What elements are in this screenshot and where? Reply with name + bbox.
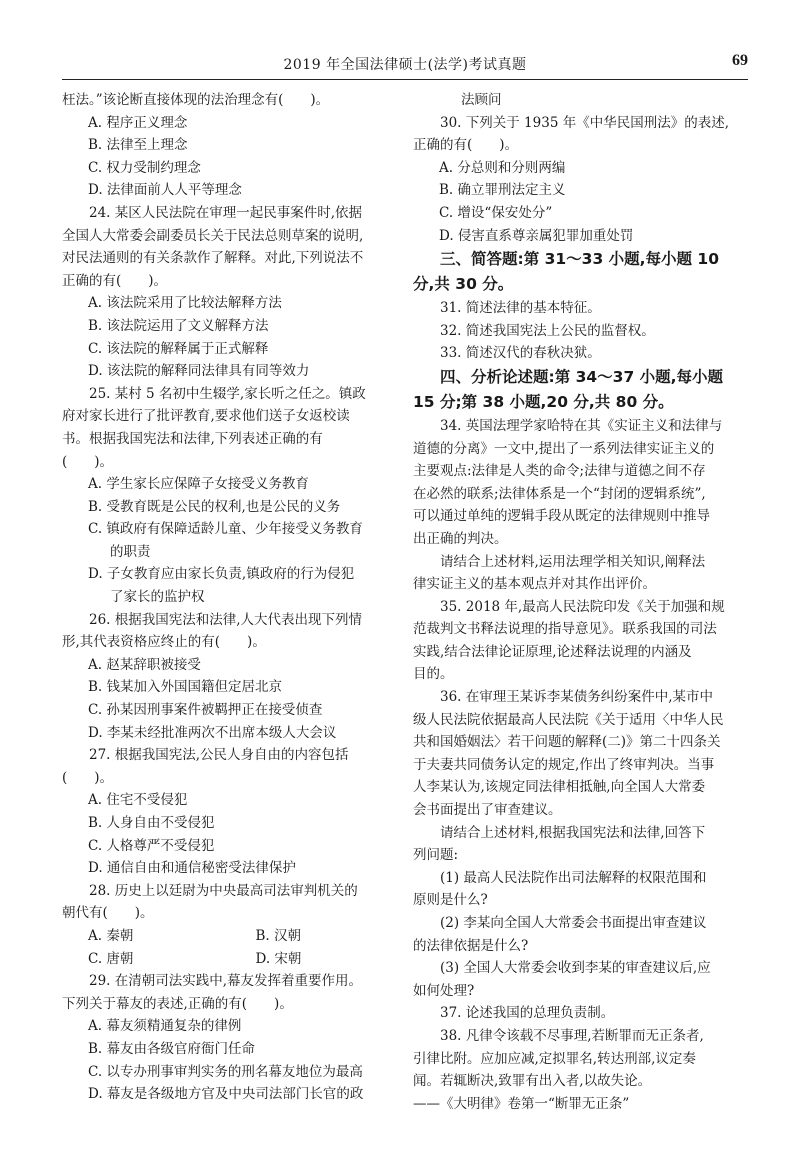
header-rule bbox=[62, 79, 748, 80]
q34-ask-line-2: 律实证主义的基本观点并对其作出评价。 bbox=[413, 576, 656, 593]
q23-tail: 枉法。”该论断直接体现的法治理念有( )。 bbox=[62, 92, 330, 108]
q36-sub-3-line-2: 如何处理? bbox=[413, 982, 475, 999]
q36-ask-line-2: 列问题: bbox=[413, 847, 459, 864]
q24-stem-line-3: 对民法通则的有关条款作了解释。对此,下列说法不 bbox=[62, 250, 364, 267]
q29-option-a: A. 幕友须精通复杂的律例 bbox=[88, 1018, 242, 1035]
q34-line-5: 可以通过单纯的逻辑手段从既定的法律规则中推导 bbox=[413, 508, 710, 525]
q25-option-b: B. 受教育既是公民的权利,也是公民的义务 bbox=[88, 498, 341, 515]
q25-stem-line-3: 书。根据我国宪法和法律,下列表述正确的有 bbox=[62, 430, 323, 447]
right-column bbox=[413, 89, 748, 1115]
section-3-heading-line-2: 分,共 30 分。 bbox=[413, 275, 514, 294]
q28-options-row-2 bbox=[62, 948, 397, 971]
q27-option-a: A. 住宅不受侵犯 bbox=[88, 792, 188, 809]
q36-sub-2-line-2: 的法律依据是什么? bbox=[413, 937, 529, 954]
q36-ask-line-1: 请结合上述材料,根据我国宪法和法律,回答下 bbox=[440, 824, 706, 841]
q34-line-3: 主要观点:法律是人类的命令;法律与道德之间不存 bbox=[413, 463, 706, 480]
q24-stem-line-4: 正确的有( )。 bbox=[62, 272, 168, 289]
running-title: 2019 年全国法律硕士(法学)考试真题 bbox=[283, 57, 527, 73]
q36-line-3: 共和国婚姻法〉若干问题的解释(二)》第二十四条关 bbox=[413, 734, 721, 751]
q29-option-c: C. 以专办刑事审判实务的刑名幕友地位为最高 bbox=[88, 1063, 363, 1080]
q27-stem-line-2: ( )。 bbox=[62, 769, 114, 786]
q38-source: ——《大明律》卷第一“断罪无正条” bbox=[413, 1095, 630, 1112]
q23-option-b: B. 法律至上理念 bbox=[88, 137, 188, 154]
section-3-heading-line-1: 三、简答题:第 31～33 小题,每小题 10 bbox=[440, 250, 719, 269]
q24-option-b: B. 该法院运用了文义解释方法 bbox=[88, 317, 269, 334]
q25-stem-line-2: 府对家长进行了批评教育,要求他们送子女返校读 bbox=[62, 408, 350, 425]
q24-option-a: A. 该法院采用了比较法解释方法 bbox=[88, 295, 282, 312]
q29-option-b: B. 幕友由各级官府衙门任命 bbox=[88, 1040, 256, 1057]
q25-stem-line-1: 25. 某村 5 名初中生辍学,家长听之任之。镇政 bbox=[89, 385, 366, 402]
q35-line-2: 范裁判文书释法说理的指导意见》。联系我国的司法 bbox=[413, 621, 717, 638]
q30-option-c: C. 增设“保安处分” bbox=[439, 204, 553, 221]
q36-line-2: 级人民法院依据最高人民法院《关于适用〈中华人民 bbox=[413, 711, 724, 728]
q36-line-1: 36. 在审理王某诉李某债务纠纷案件中,某市中 bbox=[440, 689, 714, 706]
q23-option-d: D. 法律面前人人平等理念 bbox=[88, 182, 242, 199]
q28-stem-line-2: 朝代有( )。 bbox=[62, 905, 154, 922]
q36-line-4: 于夫妻共同债务认定的规定,作出了终审判决。当事 bbox=[413, 756, 715, 773]
q24-option-c: C. 该法院的解释属于正式解释 bbox=[88, 340, 269, 357]
q26-stem-line-2: 形,其代表资格应终止的有( )。 bbox=[62, 634, 266, 651]
q27-option-b: B. 人身自由不受侵犯 bbox=[88, 815, 215, 831]
q34-line-4: 在必然的联系;法律体系是一个“封闭的逻辑系统”, bbox=[413, 485, 706, 502]
section-4-heading-line-2: 15 分;第 38 小题,20 分,共 80 分。 bbox=[413, 392, 674, 411]
q28-options-row-1 bbox=[62, 925, 397, 948]
q36-line-6: 会书面提出了审查建议。 bbox=[413, 802, 562, 819]
page-number: 69 bbox=[732, 52, 748, 69]
q25-option-c-line-2: 的职责 bbox=[110, 543, 151, 560]
q28-option-d: D. 宋朝 bbox=[255, 950, 302, 967]
q30-stem-line-1: 30. 下列关于 1935 年《中华民国刑法》的表述, bbox=[440, 114, 729, 131]
q34-line-2: 道德的分离》一文中,提出了一系列法律实证主义的 bbox=[413, 440, 715, 457]
page-header bbox=[62, 52, 748, 74]
q28-option-b: B. 汉朝 bbox=[255, 927, 302, 944]
q36-sub-1-line-1: (1) 最高人民法院作出司法解释的权限范围和 bbox=[440, 869, 707, 886]
q26-stem-line-1: 26. 根据我国宪法和法律,人大代表出现下列情 bbox=[89, 611, 363, 628]
q30-option-a: A. 分总则和分则两编 bbox=[439, 159, 566, 176]
q27-option-c: C. 人格尊严不受侵犯 bbox=[88, 837, 215, 854]
q24-stem-line-2: 全国人大常委会副委员长关于民法总则草案的说明, bbox=[62, 227, 364, 244]
q29-stem-line-1: 29. 在清朝司法实践中,幕友发挥着重要作用。 bbox=[89, 973, 363, 990]
q28-option-c: C. 唐朝 bbox=[88, 950, 134, 967]
q26-option-a: A. 赵某辞职被接受 bbox=[88, 656, 201, 673]
q35-line-1: 35. 2018 年,最高人民法院印发《关于加强和规 bbox=[440, 598, 725, 615]
q28-stem-line-1: 28. 历史上以廷尉为中央最高司法审判机关的 bbox=[89, 882, 358, 899]
q30-option-b: B. 确立罪刑法定主义 bbox=[439, 182, 566, 199]
q36-sub-1-line-2: 原则是什么? bbox=[413, 892, 488, 909]
q23-option-a: A. 程序正义理念 bbox=[88, 114, 188, 131]
q30-stem-line-2: 正确的有( )。 bbox=[413, 137, 519, 154]
q26-option-c: C. 孙某因刑事案件被羁押正在接受侦查 bbox=[88, 702, 323, 719]
q27-stem-line-1: 27. 根据我国宪法,公民人身自由的内容包括 bbox=[89, 747, 349, 764]
section-4-heading-line-1: 四、分析论述题:第 34～37 小题,每小题 bbox=[440, 367, 724, 386]
q38-line-1: 38. 凡律令该载不尽事理,若断罪而无正条者, bbox=[440, 1027, 704, 1044]
q24-stem-line-1: 24. 某区人民法院在审理一起民事案件时,依据 bbox=[89, 204, 363, 221]
q29-stem-line-2: 下列关于幕友的表述,正确的有( )。 bbox=[62, 995, 293, 1012]
q33: 33. 简述汉代的春秋决狱。 bbox=[440, 345, 601, 362]
q36-sub-2-line-1: (2) 李某向全国人大常委会书面提出审查建议 bbox=[440, 915, 707, 931]
q25-stem-line-4: ( )。 bbox=[62, 453, 114, 470]
q26-option-b: B. 钱某加入外国国籍但定居北京 bbox=[88, 679, 283, 696]
q37: 37. 论述我国的总理负责制。 bbox=[440, 1005, 615, 1022]
q38-line-2: 引律比附。应加应减,定拟罪名,转达刑部,议定奏 bbox=[413, 1050, 696, 1067]
q25-option-d-line-1: D. 子女教育应由家长负责,镇政府的行为侵犯 bbox=[88, 566, 355, 583]
q29-option-d: D. 幕友是各级地方官及中央司法部门长官的政 bbox=[88, 1086, 364, 1103]
q27-option-d: D. 通信自由和通信秘密受法律保护 bbox=[88, 860, 296, 877]
q35-line-3: 实践,结合法律论证原理,论述释法说理的内涵及 bbox=[413, 643, 692, 660]
q36-sub-3-line-1: (3) 全国人大常委会收到李某的审查建议后,应 bbox=[440, 960, 711, 977]
q35-line-4: 目的。 bbox=[413, 666, 454, 683]
q23-option-c: C. 权力受制约理念 bbox=[88, 159, 201, 176]
q34-line-1: 34. 英国法理学家哈特在其《实证主义和法律与 bbox=[440, 417, 723, 434]
q30-option-d: D. 侵害直系尊亲属犯罪加重处罚 bbox=[439, 227, 634, 244]
q26-option-d: D. 李某未经批准两次不出席本级人大会议 bbox=[88, 724, 337, 741]
q38-line-3: 闻。若辄断决,致罪有出入者,以故失论。 bbox=[413, 1073, 652, 1090]
q28-option-a: A. 秦朝 bbox=[88, 927, 134, 944]
q29-option-d-tail: 法顾问 bbox=[461, 92, 502, 108]
q34-line-6: 出正确的判决。 bbox=[413, 530, 508, 547]
q31: 31. 简述法律的基本特征。 bbox=[440, 300, 601, 317]
q25-option-c-line-1: C. 镇政府有保障适龄儿童、少年接受义务教育 bbox=[88, 521, 363, 538]
q25-option-a: A. 学生家长应保障子女接受义务教育 bbox=[88, 476, 309, 493]
q36-line-5: 人李某认为,该规定同法律相抵触,向全国人大常委 bbox=[413, 779, 706, 796]
q32: 32. 简述我国宪法上公民的监督权。 bbox=[440, 322, 655, 339]
left-column bbox=[62, 89, 397, 1106]
q24-option-d: D. 该法院的解释同法律具有同等效力 bbox=[88, 363, 310, 380]
q34-ask-line-1: 请结合上述材料,运用法理学相关知识,阐释法 bbox=[440, 553, 706, 570]
q25-option-d-line-2: 了家长的监护权 bbox=[110, 589, 205, 606]
